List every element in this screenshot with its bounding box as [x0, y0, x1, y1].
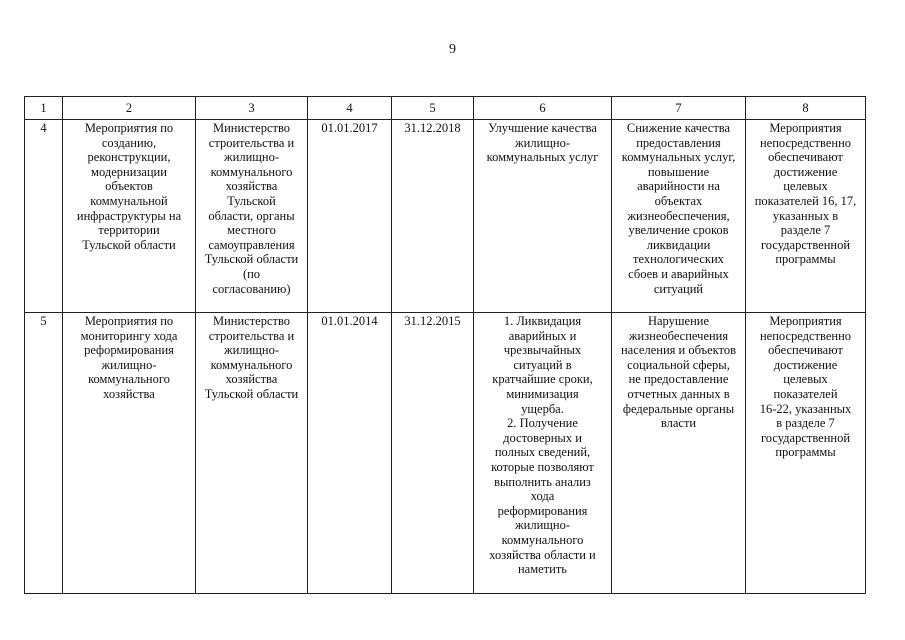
- cell-line: сбоев и аварийных: [628, 266, 729, 281]
- cell-line: хозяйства: [225, 372, 278, 387]
- cell-line: реформирования: [497, 503, 588, 518]
- executor-cell: [196, 120, 308, 313]
- cell-line: модернизации: [91, 164, 167, 179]
- cell-line: ущерба.: [521, 401, 564, 416]
- cell-line: достижение: [773, 164, 838, 179]
- cell-line: ликвидации: [646, 237, 711, 252]
- cell-line: жилищно-: [101, 357, 157, 372]
- header-cell: 7: [612, 97, 746, 120]
- cell-line: 2. Получение: [507, 416, 578, 431]
- cell-line: кратчайшие сроки,: [492, 372, 593, 387]
- consequences-cell: [612, 120, 746, 313]
- cell-line: чрезвычайных: [503, 343, 582, 358]
- header-cell: 5: [392, 97, 474, 120]
- cell-line: Министерство: [212, 314, 291, 328]
- header-cell: 6: [474, 97, 612, 120]
- cell-line: реформирования: [84, 343, 174, 358]
- cell-line: Тульской области: [204, 252, 299, 267]
- cell-line: области, органы: [208, 208, 295, 223]
- cell-line: хода: [530, 489, 555, 504]
- cell-line: коммунальных услуг,: [621, 150, 736, 165]
- cell-line: программы: [775, 252, 836, 267]
- cell-line: минимизация: [506, 386, 579, 401]
- cell-line: целевых: [783, 179, 828, 194]
- cell-line: Нарушение: [647, 314, 709, 328]
- cell-line: Министерство: [212, 121, 291, 135]
- cell-line: Мероприятия по: [84, 314, 174, 328]
- cell-line: показателей: [773, 386, 838, 401]
- consequences-cell: [612, 313, 746, 594]
- cell-line: коммунального: [210, 357, 293, 372]
- link-cell: [746, 313, 866, 594]
- cell-line: отчетных данных в: [627, 386, 730, 401]
- link-cell: [746, 120, 866, 313]
- cell-line: обеспечивают: [768, 150, 843, 165]
- cell-line: в разделе 7: [776, 416, 835, 431]
- event-cell: [63, 313, 196, 594]
- cell-line: государственной: [760, 430, 851, 445]
- cell-line: увеличение сроков: [628, 223, 729, 238]
- header-cell: 2: [63, 97, 196, 120]
- cell-line: жизнеобеспечения,: [627, 208, 730, 223]
- cell-line: хозяйства: [103, 386, 155, 401]
- cell-line: коммунальных услуг: [486, 150, 599, 165]
- cell-line: не предоставление: [628, 372, 729, 387]
- table-row: [25, 120, 866, 313]
- cell-line: коммунального: [88, 372, 170, 387]
- cell-line: жилищно-: [224, 343, 279, 358]
- cell-line: достоверных и: [503, 430, 582, 445]
- cell-line: ситуаций: [653, 281, 704, 296]
- cell-line: технологических: [633, 252, 724, 267]
- cell-line: согласованию): [212, 281, 291, 296]
- result-cell: [474, 313, 612, 594]
- cell-line: Мероприятия: [769, 121, 842, 135]
- result-cell: [474, 120, 612, 313]
- cell-line: строительства и: [208, 328, 295, 343]
- cell-line: указанных в: [772, 208, 839, 223]
- cell-line: целевых: [783, 372, 828, 387]
- header-row: [25, 97, 866, 120]
- cell-line: непосредственно: [759, 135, 852, 150]
- cell-line: инфраструктуры на: [76, 208, 182, 223]
- event-cell: [63, 120, 196, 313]
- measures-table: [24, 96, 866, 594]
- header-cell: 8: [746, 97, 866, 120]
- cell-line: коммунальной: [90, 193, 168, 208]
- cell-line: жилищно-: [224, 150, 279, 165]
- cell-line: аварийности на: [637, 179, 720, 194]
- cell-line: федеральные органы: [622, 401, 735, 416]
- cell-line: предоставления: [636, 135, 721, 150]
- cell-line: коммунального: [501, 532, 584, 547]
- cell-line: 1. Ликвидация: [503, 314, 582, 328]
- header-cell: 3: [196, 97, 308, 120]
- cell-line: показателей 16, 17,: [754, 193, 857, 208]
- cell-line: обеспечивают: [768, 343, 843, 358]
- cell-line: 16-22, указанных: [759, 401, 852, 416]
- cell-line: Снижение качества: [626, 121, 731, 135]
- cell-line: власти: [660, 416, 697, 431]
- cell-line: ситуаций в: [513, 357, 572, 372]
- cell-line: созданию,: [101, 135, 157, 150]
- cell-line: жилищно-: [515, 518, 570, 533]
- cell-line: Тульской: [227, 193, 276, 208]
- end-date-cell: 31.12.2018: [392, 120, 474, 313]
- cell-line: жизнеобеспечения: [628, 328, 729, 343]
- cell-line: аварийных и: [508, 328, 577, 343]
- cell-line: выполнить анализ: [494, 474, 591, 489]
- cell-line: населения и объектов: [620, 343, 736, 358]
- table-row: [25, 313, 866, 594]
- cell-line: (по: [242, 266, 261, 281]
- cell-line: полных сведений,: [494, 445, 591, 460]
- cell-line: местного: [227, 223, 276, 238]
- cell-line: Мероприятия по: [84, 121, 174, 135]
- start-date-cell: 01.01.2014: [308, 313, 392, 594]
- cell-line: разделе 7: [780, 223, 831, 238]
- cell-line: объектов: [105, 179, 153, 194]
- cell-line: повышение: [647, 164, 710, 179]
- cell-line: социальной сферы,: [627, 357, 730, 372]
- cell-line: хозяйства: [225, 179, 278, 194]
- cell-line: программы: [775, 445, 836, 460]
- cell-line: которые позволяют: [491, 459, 594, 474]
- row-number: 5: [25, 313, 63, 594]
- cell-line: Улучшение качества: [488, 121, 597, 135]
- executor-cell: [196, 313, 308, 594]
- cell-line: реконструкции,: [87, 150, 171, 165]
- header-cell: 1: [25, 97, 63, 120]
- cell-line: наметить: [517, 562, 567, 577]
- cell-line: Мероприятия: [769, 314, 842, 328]
- cell-line: непосредственно: [759, 328, 852, 343]
- cell-line: Тульской области: [82, 237, 176, 252]
- cell-line: хозяйства области и: [489, 547, 596, 562]
- cell-line: коммунального: [210, 164, 293, 179]
- end-date-cell: 31.12.2015: [392, 313, 474, 594]
- page-number: 9: [449, 42, 456, 57]
- cell-line: достижение: [773, 357, 838, 372]
- cell-line: объектах: [654, 193, 703, 208]
- cell-line: самоуправления: [208, 237, 295, 252]
- cell-line: мониторингу хода: [80, 328, 178, 343]
- cell-line: Тульской области: [204, 386, 299, 401]
- start-date-cell: 01.01.2017: [308, 120, 392, 313]
- header-cell: 4: [308, 97, 392, 120]
- row-number: 4: [25, 120, 63, 313]
- cell-line: строительства и: [208, 135, 295, 150]
- cell-line: территории: [98, 223, 160, 238]
- cell-line: государственной: [760, 237, 851, 252]
- cell-line: жилищно-: [515, 135, 570, 150]
